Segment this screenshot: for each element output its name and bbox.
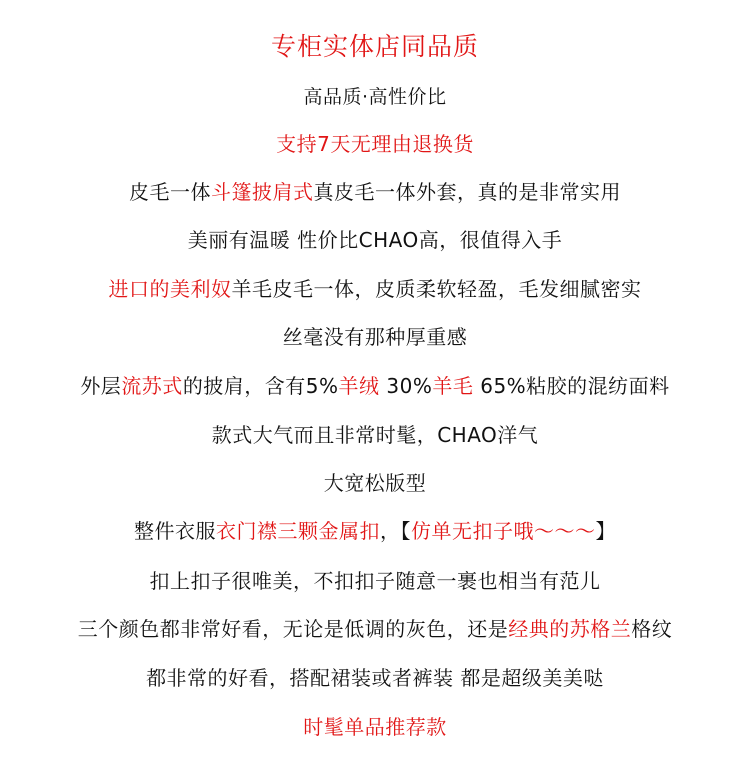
buttons-line-segment-3: 仿单无扣子哦～～～ xyxy=(411,519,596,543)
wear-line xyxy=(0,566,750,596)
colors-line-segment-0: 三个颜色都非常好看，无论是低调的灰色，还是 xyxy=(77,617,509,641)
style-line xyxy=(0,177,750,207)
return-policy-line xyxy=(0,129,750,159)
style-line-segment-2: 真皮毛一体外套，真的是非常实用 xyxy=(313,180,621,204)
quality-line-segment-0: 高品质·高性价比 xyxy=(303,86,447,108)
colors-line xyxy=(0,614,750,644)
value-line-segment-0: 美丽有温暖 性价比CHAO高，很值得入手 xyxy=(187,228,563,252)
composition-line-segment-3: 羊绒 xyxy=(338,374,380,398)
fit-line xyxy=(0,468,750,498)
buttons-line-segment-4: 】 xyxy=(595,519,616,543)
composition-line-segment-4: 30% xyxy=(379,374,433,398)
colors-line-segment-2: 格纹 xyxy=(631,617,673,641)
wear-line-segment-0: 扣上扣子很唯美，不扣扣子随意一裹也相当有范儿 xyxy=(149,569,601,593)
style-line-segment-0: 皮毛一体 xyxy=(129,180,211,204)
material-line-segment-0: 进口的美利奴 xyxy=(108,277,232,301)
composition-line-segment-0: 外层 xyxy=(80,374,122,398)
buttons-line xyxy=(0,516,750,546)
pairing-line xyxy=(0,663,750,693)
colors-line-segment-1: 经典的苏格兰 xyxy=(508,617,632,641)
style-line-segment-1: 斗篷披肩式 xyxy=(211,180,314,204)
recommendation-line xyxy=(0,712,750,742)
composition-line-segment-1: 流苏式 xyxy=(121,374,183,398)
buttons-line-segment-0: 整件衣服 xyxy=(134,519,216,543)
value-line xyxy=(0,225,750,255)
composition-line xyxy=(0,371,750,401)
recommendation-line-segment-0: 时髦单品推荐款 xyxy=(303,715,447,739)
headline-segment-0: 专柜实体店同品质 xyxy=(270,32,479,61)
design-line-segment-0: 款式大气而且非常时髦，CHAO洋气 xyxy=(211,423,539,447)
quality-line xyxy=(0,82,750,112)
composition-line-segment-5: 羊毛 xyxy=(432,374,474,398)
composition-line-segment-2: 的披肩，含有5% xyxy=(182,374,339,398)
buttons-line-segment-1: 衣门襟三颗金属扣 xyxy=(216,519,380,543)
material-line xyxy=(0,274,750,304)
fit-line-segment-0: 大宽松版型 xyxy=(323,471,427,495)
composition-line-segment-6: 65%粘胶的混纺面料 xyxy=(473,374,670,398)
pairing-line-segment-0: 都非常的好看，搭配裙装或者裤装 都是超级美美哒 xyxy=(146,666,604,690)
comfort-line xyxy=(0,322,750,352)
return-policy-line-segment-0: 支持7天无理由退换货 xyxy=(276,132,474,156)
headline xyxy=(0,30,750,64)
material-line-segment-1: 羊毛皮毛一体，皮质柔软轻盈，毛发细腻密实 xyxy=(231,277,642,301)
buttons-line-segment-2: ，【 xyxy=(380,519,411,543)
comfort-line-segment-0: 丝毫没有那种厚重感 xyxy=(282,325,468,349)
design-line xyxy=(0,420,750,450)
